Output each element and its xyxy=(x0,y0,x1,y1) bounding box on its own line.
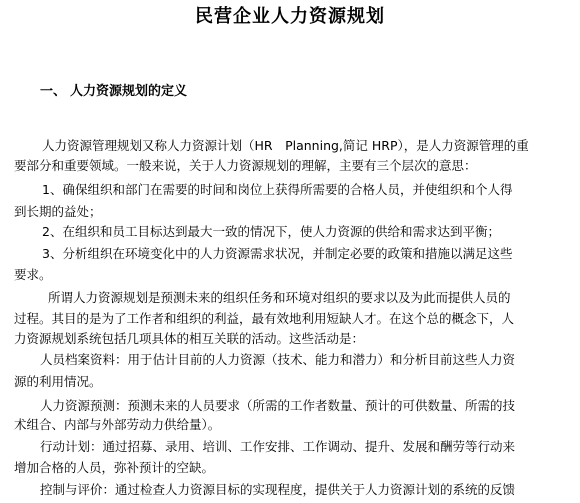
paragraph-line: 力资源规划系统包括几项具体的相互关联的活动。这些活动是： xyxy=(14,331,365,346)
paragraph-line: 人力资源预测：预测未来的人员要求（所需的工作者数量、预计的可供数量、所需的技 xyxy=(40,398,516,413)
section-number: 一、 xyxy=(40,84,67,99)
paragraph-line: 人员档案资料：用于估计目前的人力资源（技术、能力和潜力）和分析目前这些人力资 xyxy=(40,352,516,367)
list-item-line: 2、在组织和员工目标达到最大一致的情况下，使人力资源的供给和需求达到平衡； xyxy=(42,224,500,239)
paragraph-line: 增加合格的人员，弥补预计的空缺。 xyxy=(14,460,215,475)
paragraph-line: 人力资源管理规划又称人力资源计划（HR Planning,简记 HRP），是人力资源管理的重 xyxy=(42,138,529,153)
paragraph-line: 控制与评价：通过检查人力资源目标的实现程度，提供关于人力资源计划的系统的反馈 xyxy=(40,482,516,497)
paragraph-line: 行动计划：通过招募、录用、培训、工作安排、工作调动、提升、发展和酬劳等行动来 xyxy=(40,439,516,454)
list-item-line: 3、分析组织在环境变化中的人力资源需求状况，并制定必要的政策和措施以满足这些 xyxy=(42,246,513,261)
list-item-line: 要求。 xyxy=(14,267,52,282)
paragraph-line: 术组合、内部与外部劳动力供给量）。 xyxy=(14,417,221,432)
list-item-line: 到长期的益处； xyxy=(14,204,102,219)
paragraph-line: 源的利用情况。 xyxy=(14,374,102,389)
section-heading xyxy=(40,83,187,101)
paragraph-line: 要部分和重要领域。一般来说，关于人力资源规划的理解，主要有三个层次的意思： xyxy=(14,158,477,173)
list-item-line: 1、确保组织和部门在需要的时间和岗位上获得所需要的合格人员，并使组织和个人得 xyxy=(42,182,513,197)
paragraph-line: 过程。其目的是为了工作者和组织的利益，最有效地利用短缺人才。在这个总的概念下，人 xyxy=(14,311,515,326)
paragraph-line: 所谓人力资源规划是预测未来的组织任务和环境对组织的要求以及为此而提供人员的 xyxy=(48,290,511,305)
document-title: 民营企业人力资源规划 xyxy=(195,6,385,27)
section-title: 人力资源规划的定义 xyxy=(70,84,188,99)
